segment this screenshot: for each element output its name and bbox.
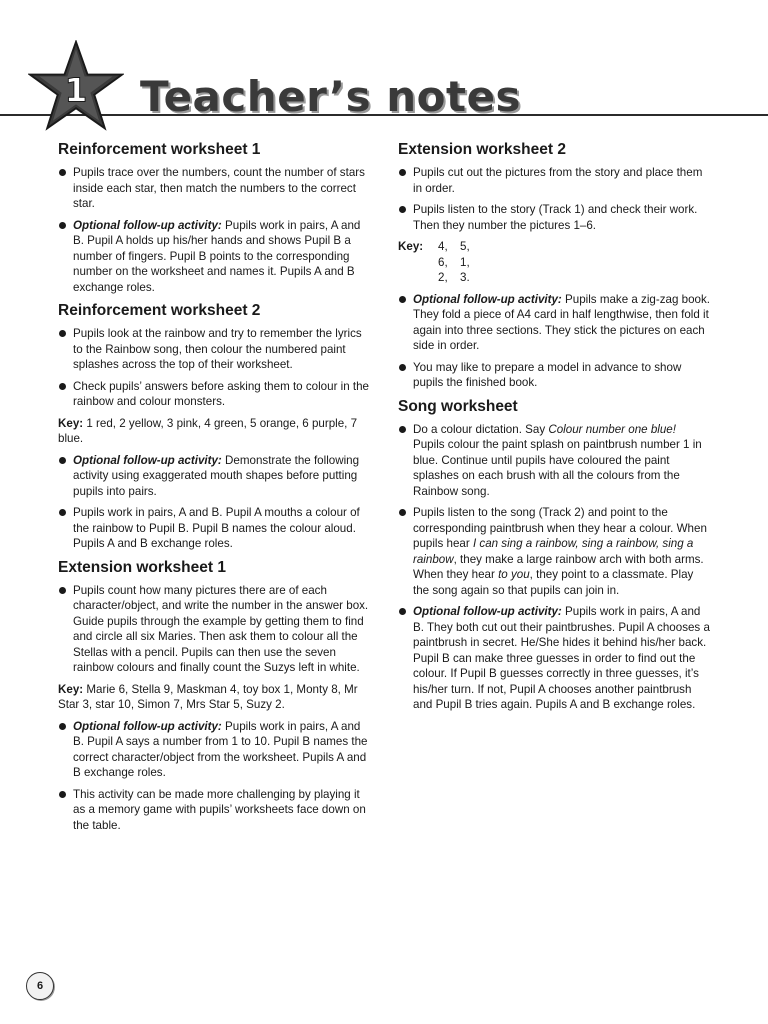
list-item (58, 719, 370, 781)
item-italic: to you (498, 568, 530, 581)
item-text: Pupils cut out the pictures from the story and place them in order. (413, 166, 703, 195)
answer-key (58, 682, 370, 713)
item-text: You may like to prepare a model in advance to show pupils the finished book. (413, 360, 682, 389)
section-reinforcement-1 (58, 140, 370, 295)
answer-key-grid (398, 239, 710, 286)
item-label: Optional follow-up activity: (413, 605, 562, 618)
item-text: , they point to a classmate. Play the song again so that pupils can join in. (413, 568, 694, 597)
item-text: Pupils count how many pictures there are of each character/object, and write the number in the answer box. Guide pupils through the example by getting them to find and circle all six Maries. Then ask them to colour all the Stellas with a pencil. Pupils can then use the seven rainbow colours and finally count the Suzys left in white. (73, 583, 369, 674)
list-item (398, 505, 710, 598)
key-text: 1 red, 2 yellow, 3 pink, 4 green, 5 orange, 6 purple, 7 blue. (58, 416, 358, 445)
list-item (398, 292, 710, 354)
item-label: Optional follow-up activity: (73, 218, 222, 232)
key-cell: 4, (438, 240, 448, 253)
item-text: Pupils look at the rainbow and try to remember the lyrics to the Rainbow song, then colour the numbered paint splashes across the top of their worksheet. (73, 327, 362, 371)
list-item (58, 165, 370, 212)
item-text: Demonstrate the following activity using exaggerated mouth shapes before putting pupils into pairs. (73, 453, 360, 498)
right-column (398, 140, 710, 719)
key-cell: 6, (438, 255, 448, 269)
list-item (398, 360, 710, 391)
item-italic: I can sing a rainbow, sing a rainbow, sing a rainbow (413, 537, 694, 566)
item-label: Optional follow-up activity: (73, 719, 222, 733)
section-extension-2 (398, 140, 710, 391)
unit-number: 1 (64, 71, 88, 110)
section-heading: Extension worksheet 1 (58, 558, 226, 576)
item-text: Pupils work in pairs, A and B. Pupil A holds up his/her hands and shows Pupil B a number of fingers. Pupil B points to the corresponding number on the worksheet and names it. Pupils A and B exchange roles. (73, 218, 361, 294)
list-item (58, 787, 370, 834)
list-item (58, 505, 370, 552)
list-item (58, 326, 370, 373)
item-text: Pupils trace over the numbers, count the number of stars inside each star, then match the numbers to the correct star. (73, 166, 365, 210)
left-column (58, 140, 370, 839)
item-label: Optional follow-up activity: (413, 292, 562, 306)
item-text: , they make a large rainbow arch with both arms. When they hear (413, 552, 704, 581)
item-text: Pupils work in pairs, A and B. Pupil A mouths a colour of the rainbow to Pupil B. Pupil B names the colour aloud. Pupils A and B exchange roles. (73, 506, 360, 550)
key-label: Key: (58, 416, 84, 430)
item-text: Pupils listen to the story (Track 1) and check their work. Then they number the pictures 1–6. (413, 203, 698, 232)
section-reinforcement-2 (58, 301, 370, 552)
item-label: Optional follow-up activity: (73, 453, 222, 467)
unit-star-badge (28, 40, 124, 136)
key-cell: 5, (460, 240, 470, 253)
list-item (398, 422, 710, 500)
key-cell: 3. (460, 271, 470, 284)
section-extension-1 (58, 558, 370, 834)
list-item (58, 583, 370, 676)
item-text: Pupils work in pairs, A and B. Pupil A says a number from 1 to 10. Pupil B names the correct character/object from the worksheet. Pupils A and B exchange roles. (73, 719, 368, 779)
key-label: Key: (398, 240, 424, 253)
key-label: Key: (58, 682, 84, 696)
item-text: Pupils listen to the song (Track 2) and point to the corresponding paintbrush when they hear a colour. When pupils hear (413, 506, 707, 550)
item-text: Pupils colour the paint splash on paintbrush number 1 in blue. Continue until pupils have coloured the paint splashes on each brush with all the colours from the Rainbow song. (413, 438, 702, 498)
key-text: Marie 6, Stella 9, Maskman 4, toy box 1, Monty 8, Mr Star 3, star 10, Simon 7, Mrs Star 5, Suzy 2. (58, 682, 358, 711)
item-text: Pupils make a zig-zag book. They fold a piece of A4 card in half lengthwise, then fold it again into three sections. They stick the pictures on each side in order. (413, 292, 711, 352)
answer-key (58, 416, 370, 447)
item-text: Pupils work in pairs, A and B. They both cut out their paintbrushes. Pupil A chooses a paintbrush in secret. He/She hides it behind his/her back. Pupil B can make three guesses in order to find out the colour. If Pupil B guesses correctly in three guesses, it’s his/her turn. If not, Pupil A chooses another paintbrush and Pupil B tries again. Pupils A and B exchange roles. (413, 605, 710, 711)
item-italic: Colour number one blue! (548, 422, 676, 436)
list-item (398, 165, 710, 196)
list-item (398, 604, 710, 713)
list-item (58, 379, 370, 410)
key-cell: 1, (460, 255, 470, 269)
list-item (398, 202, 710, 233)
key-cell: 2, (438, 271, 448, 284)
page-header (0, 0, 768, 130)
section-heading: Reinforcement worksheet 1 (58, 141, 261, 158)
page-number: 6 (26, 972, 54, 1000)
section-song-worksheet (398, 397, 710, 713)
page-title: Teacher’s notes (140, 72, 522, 121)
star-icon (28, 40, 124, 136)
section-heading: Song worksheet (398, 397, 518, 415)
section-heading: Extension worksheet 2 (398, 141, 566, 158)
item-text: This activity can be made more challenging by playing it as a memory game with pupils’ worksheets face down on the table. (73, 787, 366, 832)
list-item (58, 453, 370, 500)
list-item (58, 218, 370, 296)
item-text: Do a colour dictation. Say (413, 422, 549, 436)
item-text: Check pupils’ answers before asking them to colour in the rainbow and colour monsters. (73, 379, 370, 408)
section-heading: Reinforcement worksheet 2 (58, 302, 261, 319)
